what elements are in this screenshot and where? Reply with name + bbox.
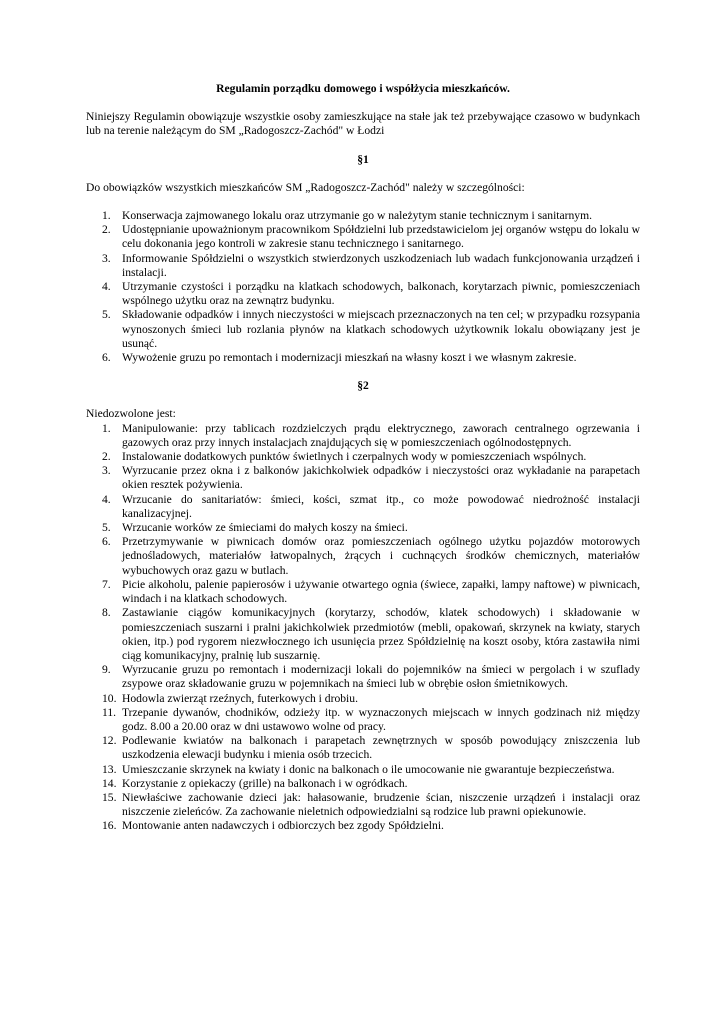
list-item-number: 6. (102, 351, 111, 365)
list-item (86, 791, 640, 819)
list-item-number: 10. (102, 691, 117, 705)
list-item-text: Utrzymanie czystości i porządku na klatkach schodowych, balkonach, korytarzach piwnic, pomieszczeniach wspólnego użytku oraz na zewnątrz budynku. (122, 280, 640, 308)
section-1-lead: Do obowiązków wszystkich mieszkańców SM „Radogoszcz-Zachód" należy w szczególności: (86, 180, 525, 194)
list-item (86, 606, 640, 663)
intro-paragraph: Niniejszy Regulamin obowiązuje wszystkie osoby zamieszkujące na stałe jak też przebywające czasowo w budynkach lub na terenie należącym do SM „Radogoszcz-Zachód" w Łodzi (86, 110, 640, 138)
list-item-number: 13. (102, 762, 117, 776)
list-item (86, 209, 640, 223)
list-item-text: Niewłaściwe zachowanie dzieci jak: hałasowanie, brudzenie ścian, niszczenie urządzeń i instalacji oraz niszczenie zieleńców. Za zachowanie nieletnich odpowiedzialni są rodzice lub prawni opiekunowie. (122, 790, 640, 819)
section-1-list (86, 209, 640, 365)
list-item-number: 11. (102, 705, 117, 719)
list-item (86, 663, 640, 691)
section-2-list (86, 422, 640, 834)
list-item-text: Konserwacja zajmowanego lokalu oraz utrzymanie go w należytym stanie technicznym i sanitarnym. (122, 209, 593, 223)
list-item-number: 4. (102, 492, 111, 506)
list-item-text: Wyrzucanie przez okna i z balkonów jakichkolwiek odpadków i nieczystości oraz wykładanie na parapetach okien resztek pożywienia. (122, 464, 640, 492)
list-item (86, 763, 640, 777)
list-item (86, 422, 640, 450)
list-item (86, 535, 640, 578)
list-item (86, 464, 640, 492)
list-item (86, 493, 640, 521)
list-item-number: 14. (102, 776, 117, 790)
list-item-text: Instalowanie dodatkowych punktów świetlnych i czerpalnych wody w pomieszczeniach wspólnych. (122, 450, 587, 464)
section-1-heading: §1 (357, 152, 369, 166)
list-item (86, 308, 640, 351)
section-2-lead: Niedozwolone jest: (86, 407, 176, 421)
list-item-number: 4. (102, 280, 111, 294)
list-item (86, 351, 640, 365)
list-item-number: 3. (102, 464, 111, 478)
list-item (86, 223, 640, 251)
list-item-text: Udostępnianie upoważnionym pracownikom Spółdzielni lub przedstawicielom jej organów wstępu do lokalu w celu dokonania jego kontroli w zakresie stanu technicznego i sanitarnego. (122, 223, 640, 251)
list-item (86, 521, 640, 535)
list-item-number: 9. (102, 663, 111, 677)
list-item-text: Montowanie anten nadawczych i odbiorczych bez zgody Spółdzielni. (122, 819, 444, 833)
list-item (86, 252, 640, 280)
list-item-text: Picie alkoholu, palenie papierosów i używanie otwartego ognia (świece, zapałki, lampy naftowe) w piwnicach, windach i na klatkach schodowych. (122, 577, 640, 606)
list-item-number: 2. (102, 223, 111, 237)
list-item-text: Wrzucanie do sanitariatów: śmieci, kości, szmat itp., co może powodować niedrożność instalacji kanalizacyjnej. (122, 492, 640, 520)
list-item-text: Składowanie odpadków i innych nieczystości w miejscach przeznaczonych na ten cel; w przypadku rozsypania wynoszonych śmieci lub rozlania płynów na klatkach schodowych użytkownik lokalu obowiązany jest je usunąć. (122, 308, 640, 350)
list-item-number: 5. (102, 308, 111, 322)
list-item-number: 16. (102, 819, 117, 833)
list-item (86, 578, 640, 606)
list-item-number: 8. (102, 606, 111, 620)
list-item-number: 2. (102, 450, 111, 464)
list-item-number: 6. (102, 535, 111, 549)
list-item-number: 5. (102, 521, 111, 535)
list-item (86, 706, 640, 734)
list-item-text: Korzystanie z opiekaczy (grille) na balkonach i w ogródkach. (122, 776, 408, 790)
list-item-text: Zastawianie ciągów komunikacyjnych (korytarzy, schodów, klatek schodowych) i składowanie w pomieszczeniach suszarni i pralni jakichkolwiek przedmiotów (mebli, opakowań, skrzynek na kwiaty, starych okien, itp.) pod rygorem niezwłocznego ich usunięcia przez Spółdzielnię na koszt osoby, która zastawiła nimi ciąg komunikacyjny, pralnię lub suszarnię. (122, 606, 640, 662)
list-item-number: 15. (102, 790, 117, 804)
list-item (86, 819, 640, 833)
list-item-number: 1. (102, 421, 111, 435)
list-item (86, 777, 640, 791)
list-item (86, 692, 640, 706)
list-item-text: Hodowla zwierząt rzeźnych, futerkowych i drobiu. (122, 691, 358, 705)
list-item-text: Informowanie Spółdzielni o wszystkich stwierdzonych uszkodzeniach lub wadach funkcjonowania urządzeń i instalacji. (122, 251, 640, 279)
list-item-number: 7. (102, 577, 111, 591)
list-item-number: 1. (102, 209, 111, 223)
list-item-text: Manipulowanie: przy tablicach rozdzielczych prądu elektrycznego, zaworach centralnego ogrzewania i gazowych oraz przy innych instalacjach znajdujących się w pomieszczeniach ogólnodostępnych. (122, 421, 640, 449)
list-item-text: Wyrzucanie gruzu po remontach i modernizacji lokali do pojemników na śmieci w pergolach i w szuflady zsypowe oraz składowanie gruzu w pojemnikach na śmieci lub w obrębie osłon śmietnikowych. (122, 663, 640, 691)
list-item-text: Trzepanie dywanów, chodników, odzieży itp. w wyznaczonych miejscach w innych godzinach niż między godz. 8.00 a 20.00 oraz w dni ustawowo wolne od pracy. (122, 705, 640, 733)
list-item-number: 12. (102, 734, 117, 748)
list-item (86, 450, 640, 464)
document-title: Regulamin porządku domowego i współżycia mieszkańców. (216, 82, 510, 95)
list-item-text: Przetrzymywanie w piwnicach domów oraz pomieszczeniach ogólnego użytku pojazdów motorowych jednośladowych, materiałów łatwopalnych, żrących i cuchnących środków chemicznych, materiałów wybuchowych oraz gazu w butlach. (122, 535, 640, 577)
section-2-heading: §2 (357, 379, 369, 393)
list-item-text: Wrzucanie worków ze śmieciami do małych koszy na śmieci. (122, 521, 408, 535)
list-item (86, 734, 640, 762)
list-item-number: 3. (102, 251, 111, 265)
list-item (86, 280, 640, 308)
list-item-text: Wywożenie gruzu po remontach i modernizacji mieszkań na własny koszt i we własnym zakresie. (122, 351, 577, 365)
list-item-text: Podlewanie kwiatów na balkonach i parapetach zewnętrznych w sposób powodujący zniszczenia lub uszkodzenia elewacji budynku i mienia osób trzecich. (122, 734, 640, 762)
list-item-text: Umieszczanie skrzynek na kwiaty i donic na balkonach o ile umocowanie nie gwarantuje bezpieczeństwa. (122, 762, 615, 776)
